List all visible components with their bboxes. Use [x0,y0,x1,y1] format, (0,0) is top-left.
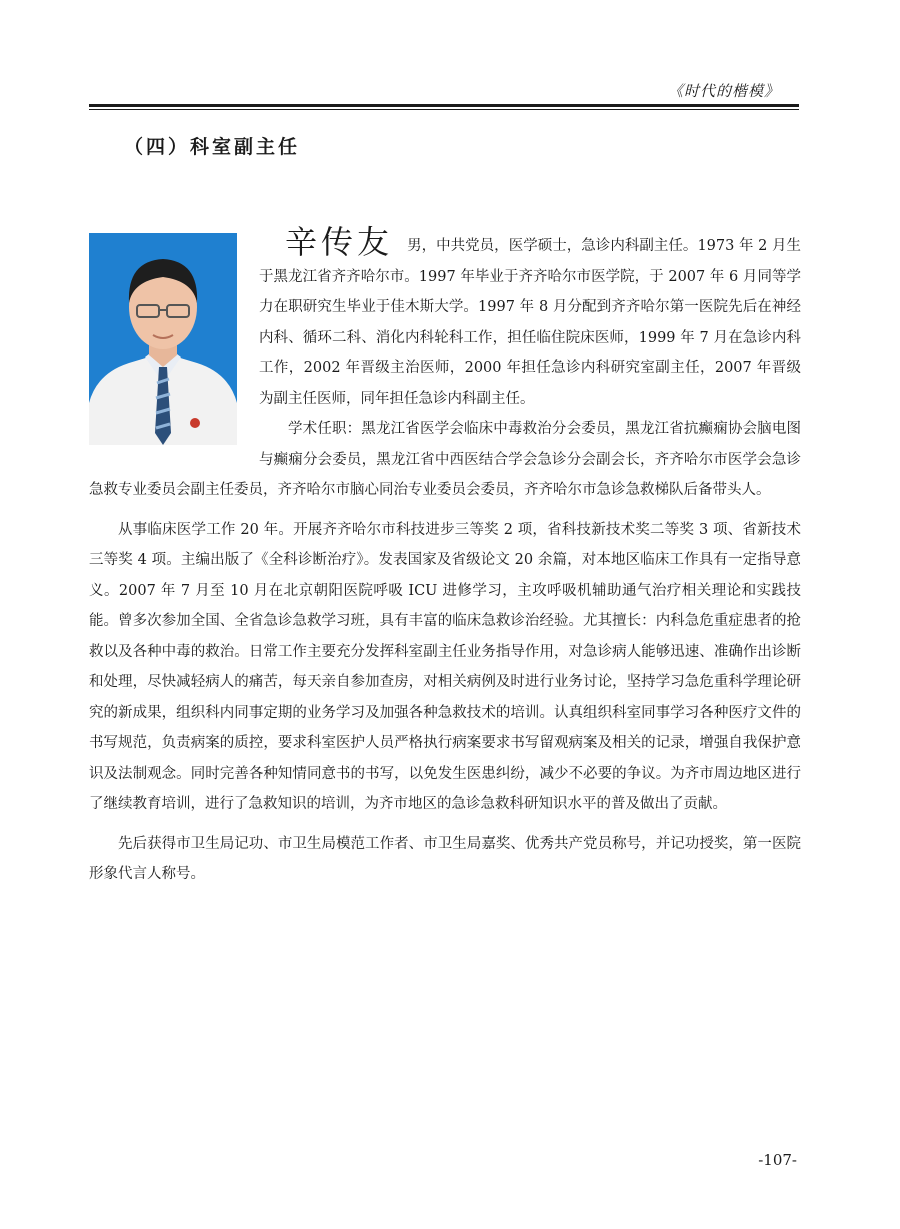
header-rule-thin [89,109,799,110]
header-rule-thick [89,104,799,107]
honors-paragraph: 先后获得市卫生局记功、市卫生局模范工作者、市卫生局嘉奖、优秀共产党员称号，并记功授奖，第一医院形象代言人称号。 [89,835,801,882]
person-name: 辛传友 [285,223,394,261]
article-body [89,223,801,890]
section-title: （四）科室副主任 [124,136,301,158]
academic-paragraph: 学术任职：黑龙江省医学会临床中毒救治分会委员，黑龙江省抗癫痫协会脑电图与癫痫分会委员，黑龙江省中西医结合学会急诊分会副会长，齐齐哈尔市医学会急诊急救专业委员会副主任委员，齐齐哈尔市脑心同治专业委员会委员，齐齐哈尔市急诊急救梯队后备带头人。 [89,421,801,498]
page-number: -107- [758,1151,797,1169]
career-paragraph: 从事临床医学工作 20 年。开展齐齐哈尔市科技进步三等奖 2 项，省科技新技术奖二等奖 3 项、省新技术三等奖 4 项。主编出版了《全科诊断治疗》。发表国家及省级论文 20 余篇，对本地区临床工作具有一定指导意义。2007 年 7 月至 10 月在北京朝阳医院呼吸 ICU 进修学习，主攻呼吸机辅助通气治疗相关理论和实践技能。曾多次参加全国、全省急诊急救学习班，具有丰富的临床急救诊治经验。尤其擅长：内科急危重症患者的抢救以及各种中毒的救治。日常工作主要充分发挥科室副主任业务指导作用，对急诊病人能够迅速、准确作出诊断和处理，尽快减轻病人的痛苦，每天亲自参加查房，对相关病例及时进行业务讨论，坚持学习急危重科学理论研究的新成果，组织科内同事定期的业务学习及加强各种急救技术的培训。认真组织科室同事学习各种医疗文件的书写规范，负责病案的质控，要求科室医护人员严格执行病案要求书写留观病案及相关的记录，增强自我保护意识及法制观念。同时完善各种知情同意书的书写，以免发生医患纠纷，减少不必要的争议。为齐市周边地区进行了继续教育培训，进行了急救知识的培训，为齐市地区的急诊急救科研知识水平的普及做出了贡献。 [89,521,801,812]
running-title: 《时代的楷模》 [667,82,780,100]
intro-text: 男，中共党员，医学硕士，急诊内科副主任。1973 年 2 月生于黑龙江省齐齐哈尔市。1997 年毕业于齐齐哈尔市医学院，于 2007 年 6 月同等学力在职研究生毕业于佳木斯大学。1997 年 8 月分配到齐齐哈尔第一医院先后在神经内科、循环二科、消化内科轮科工作，担任临住院床医师，1999 年 7 月在急诊内科工作，2002 年晋级主治医师，2000 年担任急诊内科研究室副主任，2007 年晋级为副主任医师，同年担任急诊内科副主任。 [259,238,801,407]
photo-placeholder [89,233,237,445]
